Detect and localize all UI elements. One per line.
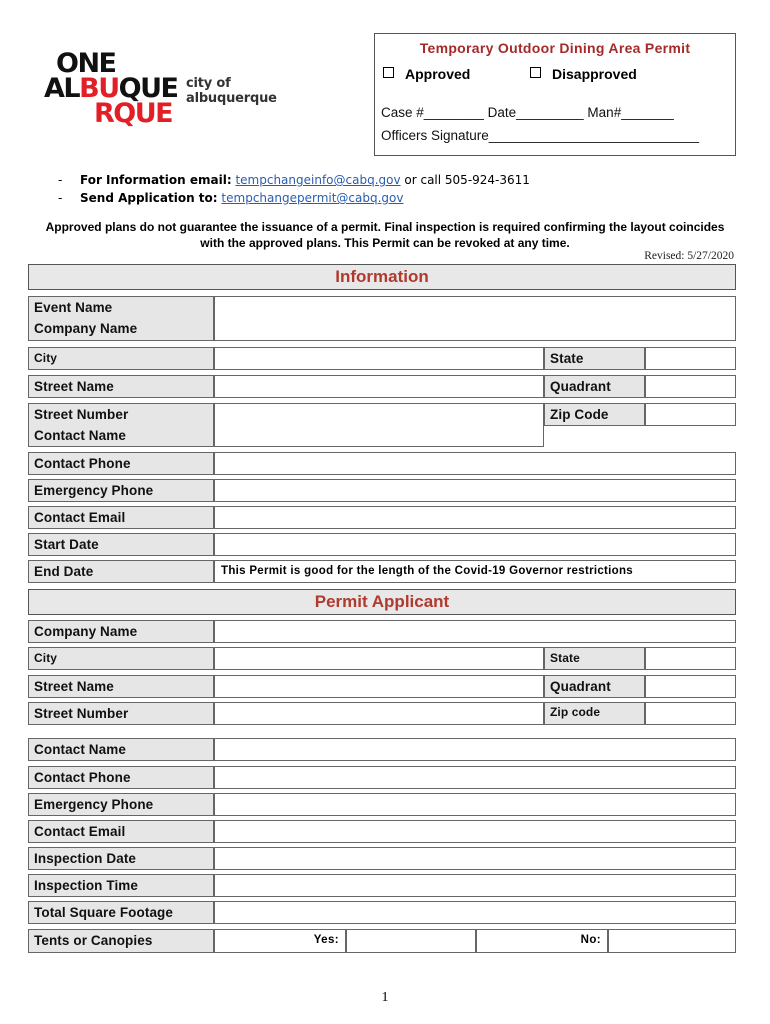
applicant-company-label: Company Name (28, 620, 214, 643)
info-email-link[interactable]: tempchangeinfo@cabq.gov (235, 173, 401, 187)
applicant-inspection-time-row (28, 874, 736, 897)
info-state-label: State (544, 347, 645, 370)
office-use-permit-box (374, 33, 736, 156)
tents-yes-field[interactable] (346, 929, 476, 953)
officer-signature-line: Officers Signature____________________________ (381, 128, 700, 143)
approved-label: Approved (405, 66, 471, 82)
applicant-inspection-time-field[interactable] (214, 874, 736, 897)
applicant-square-footage-row (28, 901, 736, 924)
disapproved-checkbox[interactable] (530, 67, 541, 78)
info-state-field[interactable] (645, 347, 736, 370)
revised-date: Revised: 5/27/2020 (644, 250, 734, 262)
info-email-row: - For Information email: tempchangeinfo@cabq.gov or call 505-924-3611 (58, 173, 530, 187)
applicant-inspection-time-label: Inspection Time (28, 874, 214, 897)
applicant-inspection-date-field[interactable] (214, 847, 736, 870)
applicant-street-name-row (28, 675, 736, 698)
company-name-label: Company Name (34, 321, 138, 336)
info-end-date-row (28, 560, 736, 583)
info-emergency-phone-row (28, 479, 736, 502)
applicant-contact-name-label: Contact Name (28, 738, 214, 761)
info-end-date-label: End Date (28, 560, 214, 583)
info-contact-email-field[interactable] (214, 506, 736, 529)
info-contact-phone-row (28, 452, 736, 475)
event-company-label-cell (28, 296, 214, 341)
page-number: 1 (381, 990, 389, 1005)
tents-yes-label: Yes: (214, 929, 346, 953)
send-application-link[interactable]: tempchangepermit@cabq.gov (221, 191, 404, 205)
logo-city-text: city of albuquerque (186, 76, 277, 106)
applicant-contact-email-row (28, 820, 736, 843)
applicant-contact-phone-label: Contact Phone (28, 766, 214, 789)
information-section-header: Information (28, 264, 736, 290)
permit-title: Temporary Outdoor Dining Area Permit (419, 40, 691, 56)
applicant-tents-label: Tents or Canopies (28, 929, 214, 953)
logo-al: AL (44, 73, 80, 104)
info-end-date-note: This Permit is good for the length of the Covid-19 Governor restrictions (214, 560, 736, 583)
info-zip-code-label: Zip Code (544, 403, 645, 426)
info-city-label: City (28, 347, 214, 370)
applicant-inspection-date-label: Inspection Date (28, 847, 214, 870)
info-quadrant-field[interactable] (645, 375, 736, 398)
tents-no-label: No: (476, 929, 608, 953)
event-company-field[interactable] (214, 296, 736, 341)
approved-option[interactable] (383, 66, 470, 82)
info-city-field[interactable] (214, 347, 544, 370)
applicant-quadrant-field[interactable] (645, 675, 736, 698)
applicant-street-name-label: Street Name (28, 675, 214, 698)
info-contact-phone-label: Contact Phone (28, 452, 214, 475)
applicant-street-number-field[interactable] (214, 702, 544, 725)
applicant-street-number-row (28, 702, 736, 725)
info-emergency-phone-field[interactable] (214, 479, 736, 502)
applicant-contact-phone-row (28, 766, 736, 789)
applicant-city-row (28, 647, 736, 670)
approved-checkbox[interactable] (383, 67, 394, 78)
info-city-row (28, 347, 736, 370)
applicant-emergency-phone-field[interactable] (214, 793, 736, 816)
info-street-name-label: Street Name (28, 375, 214, 398)
event-company-row (28, 296, 736, 341)
logo-bu: BU (79, 73, 119, 104)
info-street-name-field[interactable] (214, 375, 544, 398)
tents-no-field[interactable] (608, 929, 736, 953)
logo-que: QUE (118, 73, 178, 104)
info-contact-email-label: Contact Email (28, 506, 214, 529)
applicant-square-footage-field[interactable] (214, 901, 736, 924)
disapproved-option[interactable] (530, 66, 637, 82)
applicant-state-field[interactable] (645, 647, 736, 670)
info-street-contact-field[interactable] (214, 403, 544, 447)
applicant-zip-code-field[interactable] (645, 702, 736, 725)
send-application-row: - Send Application to: tempchangepermit@cabq.gov (58, 191, 404, 205)
applicant-company-field[interactable] (214, 620, 736, 643)
info-phone-text: or call 505-924-3611 (400, 173, 530, 187)
applicant-square-footage-label: Total Square Footage (28, 901, 214, 924)
applicant-inspection-date-row (28, 847, 736, 870)
info-street-contact-label-cell (28, 403, 214, 447)
info-emergency-phone-label: Emergency Phone (28, 479, 214, 502)
logo-line-one: ONE (56, 48, 116, 79)
applicant-state-label: State (544, 647, 645, 670)
applicant-contact-email-label: Contact Email (28, 820, 214, 843)
applicant-street-number-label: Street Number (28, 702, 214, 725)
applicant-contact-phone-field[interactable] (214, 766, 736, 789)
applicant-contact-name-field[interactable] (214, 738, 736, 761)
event-name-label: Event Name (34, 300, 113, 315)
applicant-tents-row (28, 929, 736, 953)
applicant-zip-code-label: Zip code (544, 702, 645, 725)
send-application-label: Send Application to: (80, 191, 218, 205)
applicant-company-row (28, 620, 736, 643)
disapproved-label: Disapproved (552, 66, 637, 82)
info-start-date-row (28, 533, 736, 556)
applicant-contact-email-field[interactable] (214, 820, 736, 843)
info-contact-email-row (28, 506, 736, 529)
info-zip-code-field[interactable] (645, 403, 736, 426)
applicant-section-header: Permit Applicant (28, 589, 736, 615)
info-street-name-row (28, 375, 736, 398)
logo-line-three: RQUE (94, 98, 173, 129)
info-start-date-field[interactable] (214, 533, 736, 556)
applicant-emergency-phone-label: Emergency Phone (28, 793, 214, 816)
contact-info-list (58, 171, 530, 207)
info-email-label: For Information email: (80, 173, 232, 187)
city-logo (44, 50, 324, 130)
case-date-man-line: Case #________ Date_________ Man#_______ (381, 105, 674, 120)
applicant-quadrant-label: Quadrant (544, 675, 645, 698)
info-street-number-row (28, 403, 736, 447)
approval-notice: Approved plans do not guarantee the issuance of a permit. Final inspection is required confirming the layout coincides with the approved plans. This Permit can be revoked at any time. (45, 220, 725, 250)
applicant-city-field[interactable] (214, 647, 544, 670)
applicant-emergency-phone-row (28, 793, 736, 816)
info-start-date-label: Start Date (28, 533, 214, 556)
applicant-city-label: City (28, 647, 214, 670)
info-street-number-label: Street Number (34, 407, 129, 422)
info-contact-phone-field[interactable] (214, 452, 736, 475)
info-quadrant-label: Quadrant (544, 375, 645, 398)
info-contact-name-label: Contact Name (34, 428, 126, 443)
applicant-street-name-field[interactable] (214, 675, 544, 698)
applicant-contact-name-row (28, 738, 736, 761)
